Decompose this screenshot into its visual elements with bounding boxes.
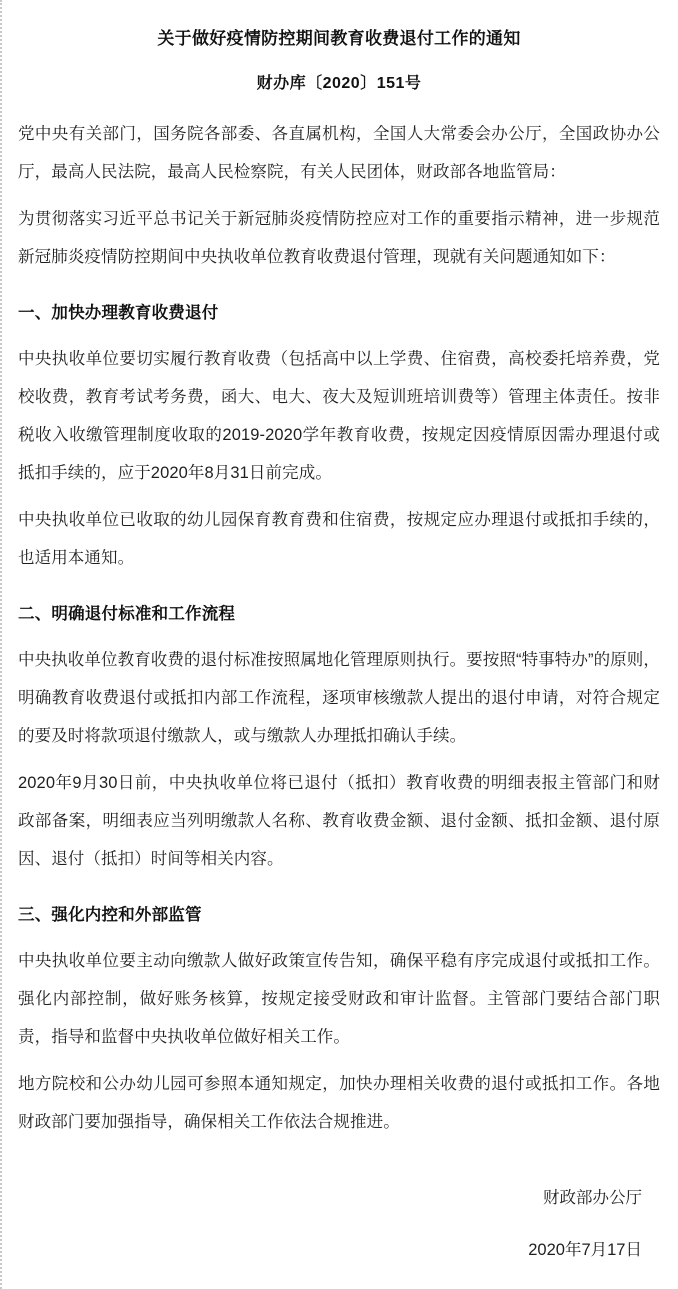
recipients-paragraph: 党中央有关部门，国务院各部委、各直属机构，全国人大常委会办公厅，全国政协办公厅，最高人民法院，最高人民检察院，有关人民团体，财政部各地监管局：	[18, 125, 660, 182]
section-3-paragraph-2: 地方院校和公办幼儿园可参照本通知规定，加快办理相关收费的退付或抵扣工作。各地财政部门要加强指导，确保相关工作依法合规推进。	[18, 1075, 660, 1132]
section-2-paragraph-2: 2020年9月30日前，中央执收单位将已退付（抵扣）教育收费的明细表报主管部门和财政部备案，明细表应当列明缴款人名称、教育收费金额、退付金额、抵扣金额、退付原因、退付（抵扣）时间等相关内容。	[18, 774, 660, 869]
page-title: 关于做好疫情防控期间教育收费退付工作的通知	[157, 29, 521, 48]
signature-department: 财政部办公厅	[543, 1189, 642, 1208]
section-3-paragraph-1: 中央执收单位要主动向缴款人做好政策宣传告知，确保平稳有序完成退付或抵扣工作。强化内部控制，做好账务核算，按规定接受财政和审计监督。主管部门要结合部门职责，指导和监督中央执收单位做好相关工作。	[18, 952, 660, 1047]
document-number: 财办库〔2020〕151号	[256, 74, 422, 92]
section-heading-1: 一、加快办理教育收费退付	[18, 304, 219, 323]
section-1-paragraph-2: 中央执收单位已收取的幼儿园保育教育费和住宿费，按规定应办理退付或抵扣手续的，也适用本通知。	[18, 511, 660, 568]
section-1-paragraph-1: 中央执收单位要切实履行教育收费（包括高中以上学费、住宿费，高校委托培养费，党校收费，教育考试考务费，函大、电大、夜大及短训班培训费等）管理主体责任。按非税收入收缴管理制度收取的2019-2020学年教育收费，按规定因疫情原因需办理退付或抵扣手续的，应于2020年8月31日前完成。	[18, 350, 660, 483]
section-heading-3: 三、强化内控和外部监管	[18, 906, 202, 925]
signature-date: 2020年7月17日	[528, 1241, 642, 1260]
preamble-paragraph: 为贯彻落实习近平总书记关于新冠肺炎疫情防控应对工作的重要指示精神，进一步规范新冠肺炎疫情防控期间中央执收单位教育收费退付管理，现就有关问题通知如下：	[18, 210, 660, 267]
section-heading-2: 二、明确退付标准和工作流程	[18, 605, 236, 624]
section-2-paragraph-1: 中央执收单位教育收费的退付标准按照属地化管理原则执行。要按照“特事特办”的原则，明确教育收费退付或抵扣内部工作流程，逐项审核缴款人提出的退付申请，对符合规定的要及时将款项退付缴款人，或与缴款人办理抵扣确认手续。	[18, 651, 660, 746]
